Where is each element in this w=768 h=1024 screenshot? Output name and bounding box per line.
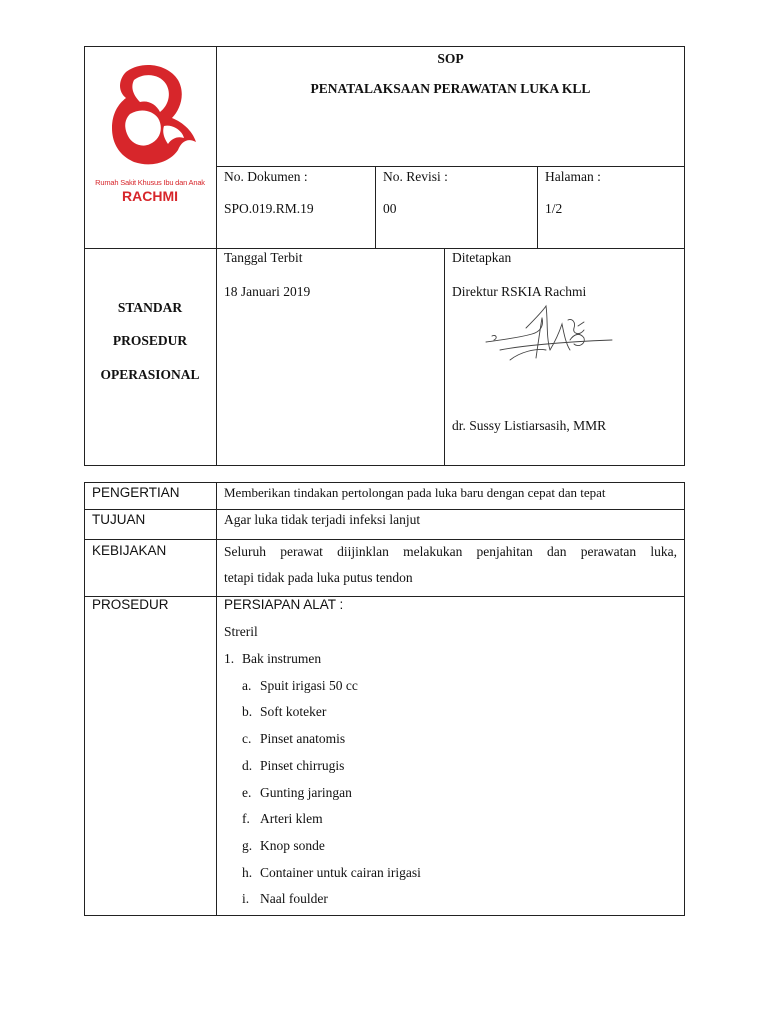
list-item-letter: f. [242, 811, 250, 826]
procedure-divider [216, 482, 217, 916]
list-item-letter: c. [242, 731, 252, 746]
director-signature [480, 300, 620, 370]
pengertian-text: Memberikan tindakan pertolongan pada luka baru dengan cepat dan tepat [224, 485, 606, 500]
standard-label-line3: OPERASIONAL [100, 367, 200, 382]
header-divider [444, 248, 445, 466]
page-value: 1/2 [545, 201, 563, 216]
header-divider [216, 46, 217, 466]
logo-subtitle: Rumah Sakit Khusus Ibu dan Anak [95, 178, 205, 187]
list-item-text: Container untuk cairan irigasi [260, 865, 421, 880]
list-item-text: Gunting jaringan [260, 785, 352, 800]
list-item-letter: h. [242, 865, 253, 880]
tujuan-label: TUJUAN [92, 512, 146, 527]
list-item-letter: a. [242, 678, 252, 693]
list-item-text: Pinset chirrugis [260, 758, 345, 773]
header-divider [84, 248, 685, 249]
kebijakan-label: KEBIJAKAN [92, 543, 167, 558]
approver-name: dr. Sussy Listiarsasih, MMR [452, 418, 607, 433]
logo-name: RACHMI [122, 188, 178, 204]
list-item-text: Soft koteker [260, 704, 327, 719]
header-divider [537, 166, 538, 248]
header-divider [375, 166, 376, 248]
procedure-divider [84, 596, 685, 597]
approver-title: Direktur RSKIA Rachmi [452, 284, 587, 299]
document-title: PENATALAKSAAN PERAWATAN LUKA KLL [310, 81, 591, 96]
list-item-letter: e. [242, 785, 252, 800]
list-item-text: Pinset anatomis [260, 731, 346, 746]
item-number: 1. [224, 651, 235, 666]
approved-label: Ditetapkan [452, 250, 512, 265]
pengertian-label: PENGERTIAN [92, 485, 180, 500]
issue-date-value: 18 Januari 2019 [224, 284, 311, 299]
tujuan-text: Agar luka tidak terjadi infeksi lanjut [224, 512, 421, 527]
kebijakan-text-line2: tetapi tidak pada luka putus tendon [224, 570, 413, 585]
standard-label-line2: PROSEDUR [112, 333, 188, 348]
list-item-letter: b. [242, 704, 253, 719]
doc-number-value: SPO.019.RM.19 [224, 201, 314, 216]
hospital-logo [90, 58, 210, 208]
list-item-text: Naal foulder [260, 891, 328, 906]
persiapan-heading: PERSIAPAN ALAT : [224, 597, 344, 612]
list-item-letter: d. [242, 758, 253, 773]
list-item-text: Spuit irigasi 50 cc [260, 678, 358, 693]
list-item-text: Knop sonde [260, 838, 325, 853]
streril-heading: Streril [224, 624, 258, 639]
issue-date-label: Tanggal Terbit [224, 250, 303, 265]
header-divider [216, 166, 685, 167]
kebijakan-text-line1: Seluruh perawat diijinklan melakukan penjahitan dan perawatan luka, [224, 544, 677, 559]
standard-label-line1: STANDAR [117, 300, 183, 315]
page-label: Halaman : [545, 169, 601, 184]
revision-label: No. Revisi : [383, 169, 448, 184]
item-text: Bak instrumen [242, 651, 322, 666]
list-item-letter: i. [242, 891, 250, 906]
list-item-text: Arteri klem [260, 811, 323, 826]
doc-number-label: No. Dokumen : [224, 169, 308, 184]
sop-label: SOP [437, 51, 464, 66]
revision-value: 00 [383, 201, 397, 216]
list-item-letter: g. [242, 838, 253, 853]
prosedur-label: PROSEDUR [92, 597, 169, 612]
procedure-divider [84, 539, 685, 540]
mother-child-logo-icon [90, 58, 210, 178]
procedure-divider [84, 509, 685, 510]
